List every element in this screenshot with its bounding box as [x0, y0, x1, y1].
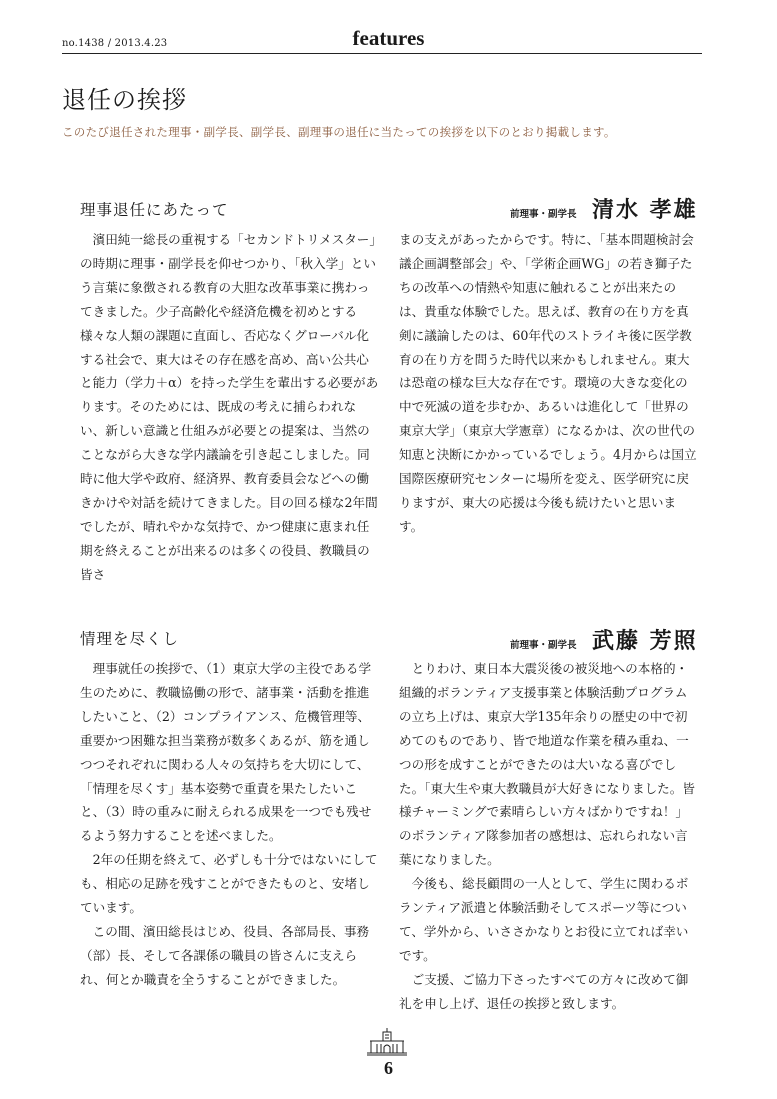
- article-1-right-column: [399, 228, 699, 539]
- article-1-author: 清水 孝雄: [592, 198, 698, 223]
- article-1-role: 前理事・副学長: [510, 209, 577, 220]
- article-1-title: 理事退任にあたって: [80, 201, 229, 219]
- article-2-right-column: [399, 657, 699, 1016]
- page-number: 6: [384, 1058, 393, 1078]
- article-1-right-paragraph: まの支えがあったからです。特に、「基本問題検討会議企画調整部会」や、「学術企画WG」の若き獅子たちの改革への情熱や知恵に触れることが出来たのは、貴重な体験でした。思えば、教育の在り方を真剣に議論したのは、60年代のストライキ後に医学教育の在り方を問うた時代以来かもしれません。東大は恐竜の様な巨大な存在です。環境の大きな変化の中で死滅の道を歩むか、あるいは進化して「世界の東京大学」（東京大学憲章）になるかは、次の世代の知恵と決断にかかっているでしょう。4月からは国立国際医療研究センターに場所を変え、医学研究に戻りますが、東大の応援は今後も続けたいと思います。: [399, 232, 697, 534]
- article-2-author: 武藤 芳照: [592, 629, 698, 654]
- section-title: features: [352, 26, 425, 50]
- article-2-left-paragraph: 2年の任期を終えて、必ずしも十分ではないにしても、相応の足跡を残すことができたものと、安堵しています。: [80, 852, 378, 916]
- article-1-left-column: [80, 228, 380, 587]
- page-title: 退任の挨拶: [62, 86, 187, 114]
- article-2-right-paragraph: とりわけ、東日本大震災後の被災地への本格的・組織的ボランティア支援事業と体験活動プログラムの立ち上げは、東京大学135年余りの歴史の中で初めてのものであり、皆で地道な作業を積み重ね、一つの形を成すことができたのは大いなる喜びでした。「東大生や東大教職員が大好きになりました。皆様チャーミングで素晴らしい方々ばかりですね！」のボランティア隊参加者の感想は、忘れられない言葉になりました。: [399, 661, 695, 868]
- article-2-left-column: [80, 657, 380, 992]
- article-2-right-paragraph: 今後も、総長顧問の一人として、学生に関わるボランティア派遣と体験活動そしてスポーツ等について、学外から、いささかなりとお役に立てれば幸いです。: [399, 876, 689, 963]
- lead-text: このたび退任された理事・副学長、副学長、副理事の退任に当たっての挨拶を以下のとおり掲載します。: [62, 125, 616, 139]
- yasuda-auditorium-icon: [366, 1027, 408, 1057]
- article-2-right-paragraph: ご支援、ご協力下さったすべての方々に改めて御礼を申し上げ、退任の挨拶と致します。: [399, 971, 689, 1011]
- article-1-left-paragraph: 濱田純一総長の重視する「セカンドトリメスター」の時期に理事・副学長を仰せつかり、「秋入学」という言葉に象徴される教育の大胆な改革事業に携わってきました。少子高齢化や経済危機を初めとする様々な人類の課題に直面し、否応なくグローバル化する社会で、東大はその存在感を高め、高い公共心と能力（学力＋α）を持った学生を輩出する必要があります。そのためには、既成の考えに捕らわれない、新しい意識と仕組みが必要との提案は、当然のことながら大きな学内議論を引き起こしました。同時に他大学や政府、経済界、教育委員会などへの働きかけや対話を続けてきました。目の回る様な2年間でしたが、晴れやかな気持で、かつ健康に恵まれ任期を終えることが出来るのは多くの役員、教職員の皆さ: [80, 232, 379, 582]
- article-2-left-paragraph: 理事就任の挨拶で、（1）東京大学の主役である学生のために、教職協働の形で、諸事業・活動を推進したいこと、（2）コンプライアンス、危機管理等、重要かつ困難な担当業務が数多くあるが、筋を通しつつそれぞれに関わる人々の気持ちを大切にして、「情理を尽くす」基本姿勢で重責を果たしたいこと、（3）時の重みに耐えられる成果を一つでも残せるよう努力することを述べました。: [80, 661, 372, 844]
- issue-info: no.1438 / 2013.4.23: [62, 38, 168, 49]
- article-2-title: 情理を尽くし: [80, 630, 180, 648]
- article-2-left-paragraph: この間、濱田総長はじめ、役員、各部局長、事務（部）長、そして各課係の職員の皆さんに支えられ、何とか職責を全うすることができました。: [80, 923, 370, 987]
- header-rule: [62, 53, 702, 54]
- article-2-role: 前理事・副学長: [510, 640, 577, 651]
